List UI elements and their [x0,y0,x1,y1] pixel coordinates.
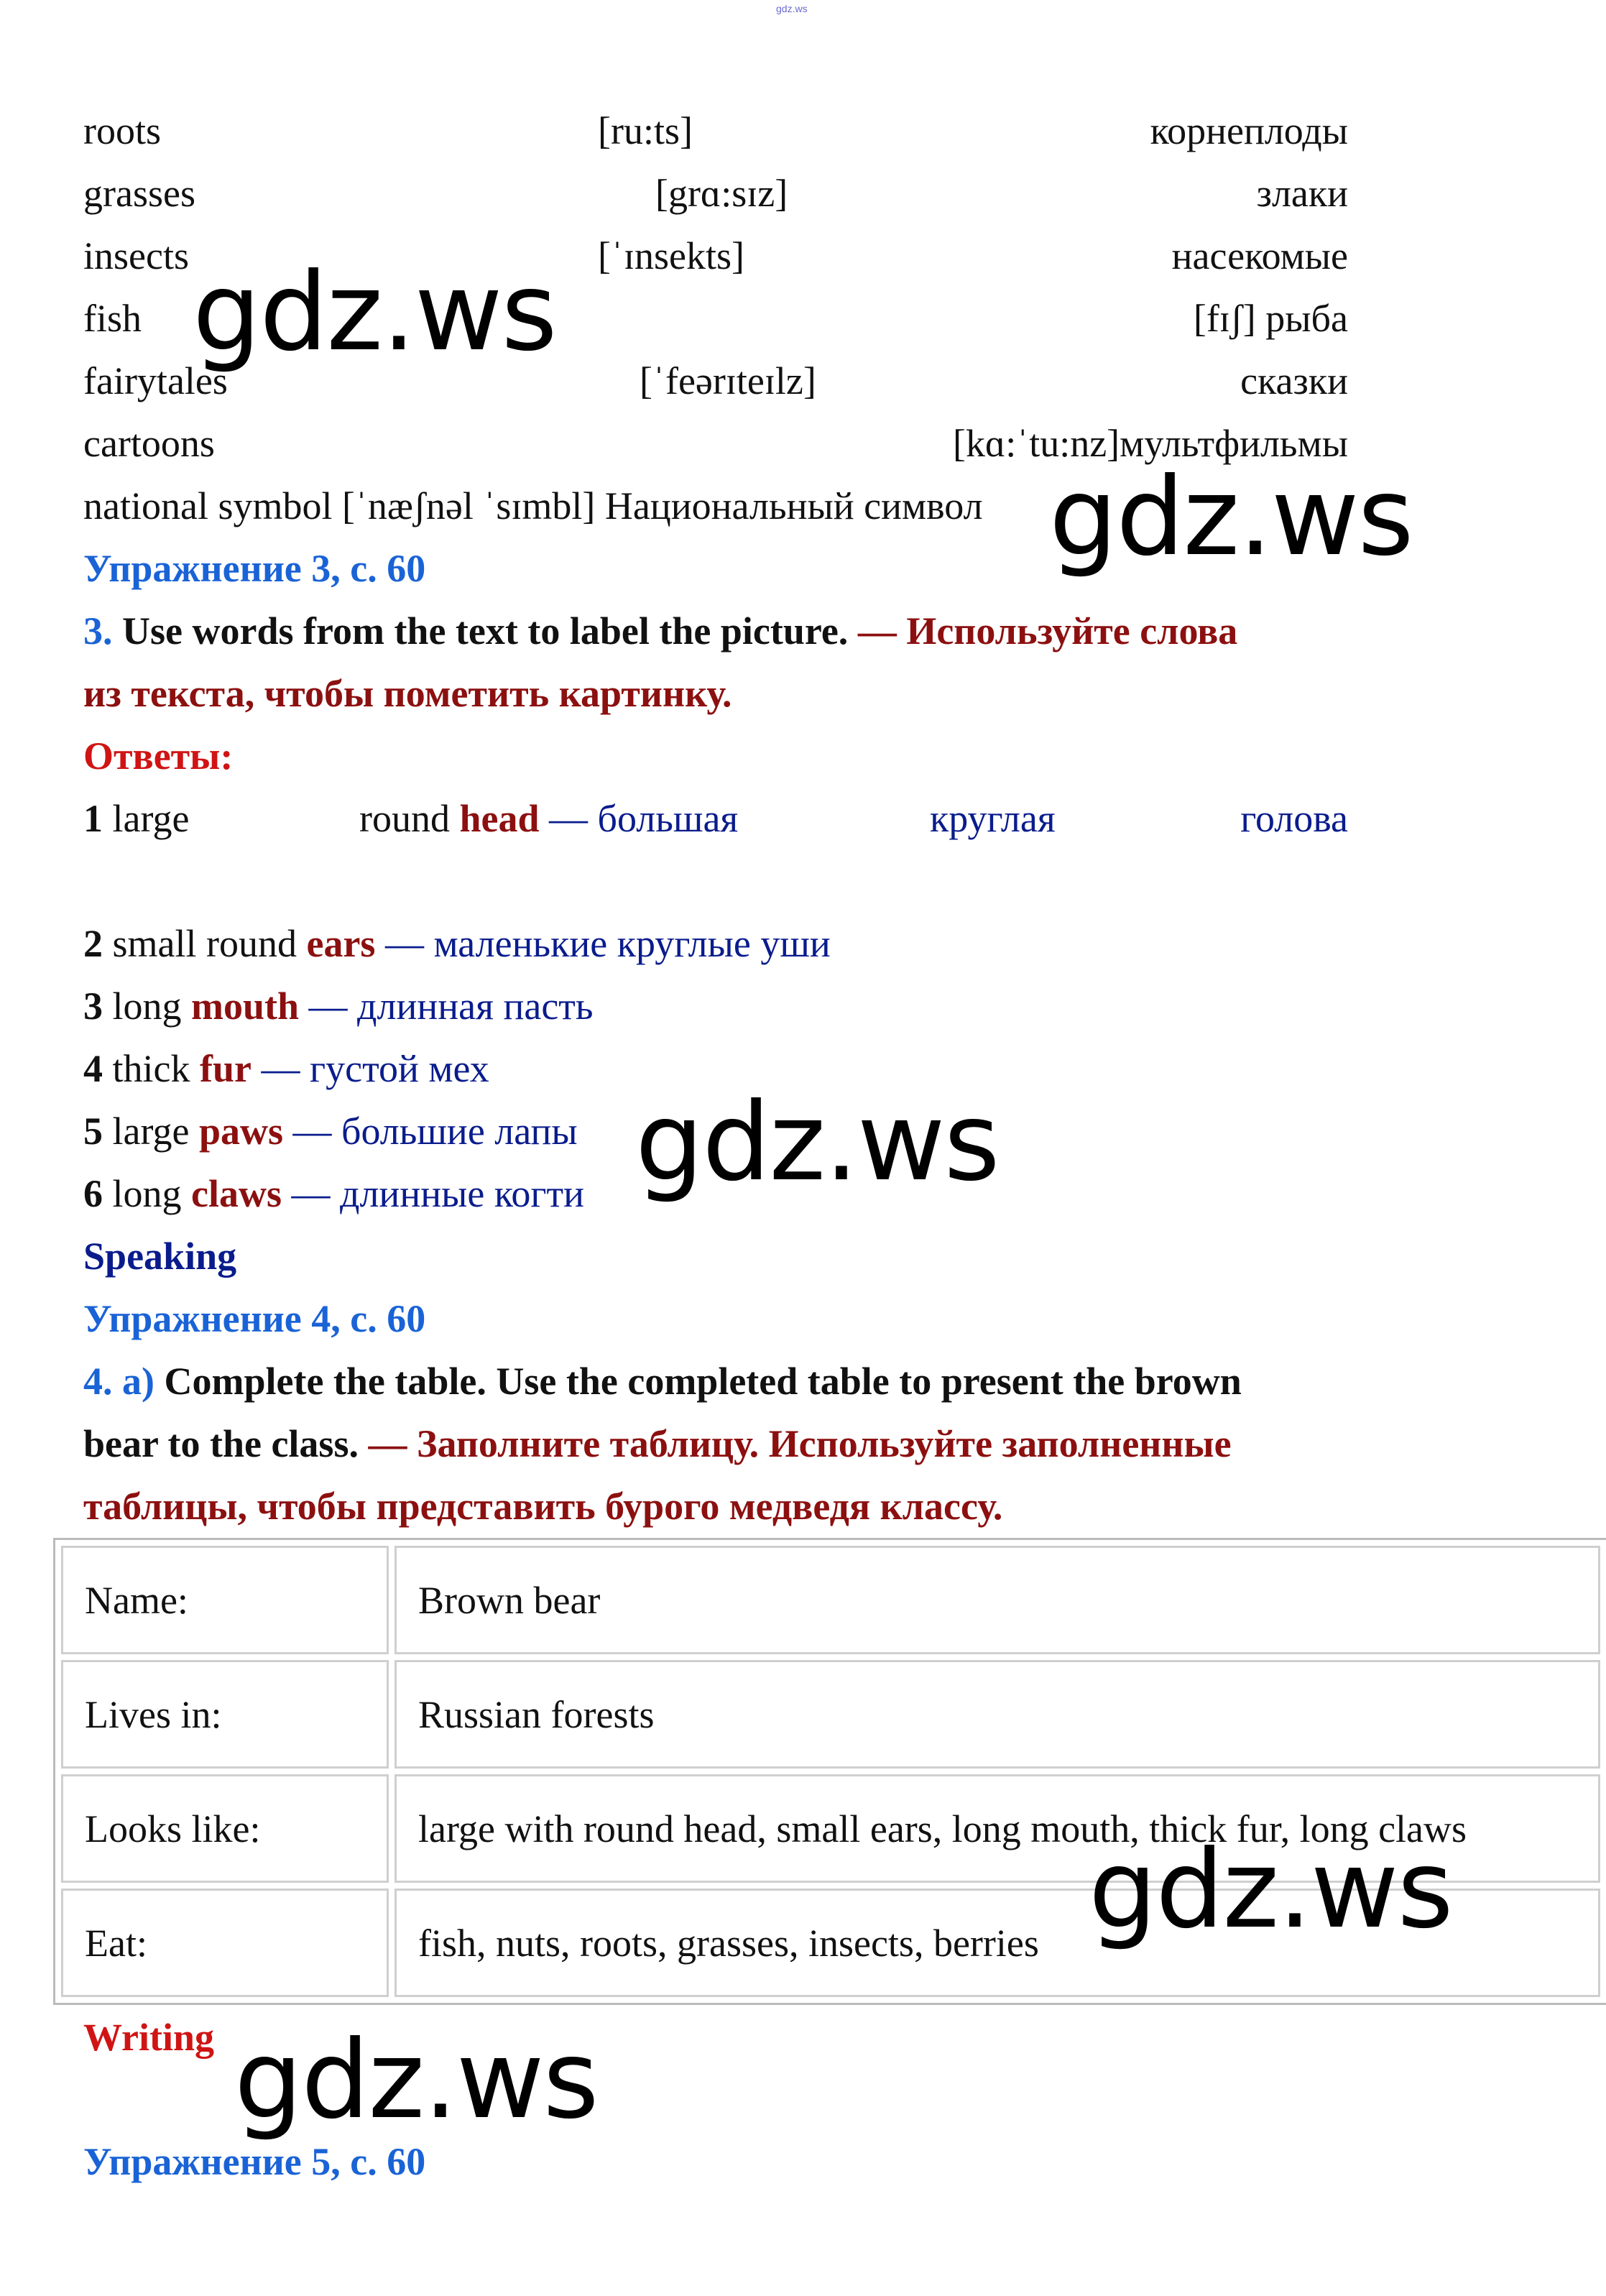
answer-keyword: ears [306,922,376,965]
answer-translation: — длинная пасть [308,985,594,1028]
answer-translation: — большая [549,797,739,840]
answer-keyword: mouth [191,985,300,1028]
vocab-translation: насекомые [1171,234,1348,277]
answer-number: 6 [83,1172,103,1215]
table-value: Brown bear [394,1546,1600,1654]
vocab-word: grasses [83,172,195,215]
answer-adjective: long [112,985,182,1028]
table-label: Name: [61,1546,389,1654]
exercise-5-heading: Упражнение 5, с. 60 [83,2140,426,2183]
answer-keyword: claws [191,1172,282,1215]
vocab-transcription: [ˈɪnsekts] [598,234,744,277]
task-russian: — Используйте слова [857,609,1238,653]
vocab-transcription: [ˈfeərɪteɪlz] [640,359,816,402]
answer-row [83,977,1348,1035]
answer-number: 1 [83,797,103,840]
answer-keyword: head [459,797,540,840]
table-row [61,1546,1600,1654]
task-english: Use words from the text to label the picture. [122,609,849,653]
vocab-translation: сказки [1240,359,1348,402]
answer-translation: круглая [930,797,1056,840]
vocab-word: fairytales [83,359,228,402]
table-value: large with round head, small ears, long mouth, thick fur, long claws [394,1774,1600,1883]
answer-translation: голова [1240,797,1348,840]
exercise-4-task [83,1352,1348,1410]
vocab-transcription-translation: [fɪʃ] рыба [1193,297,1348,340]
exercise-4-heading: Упражнение 4, с. 60 [83,1297,426,1340]
answer-number: 5 [83,1110,103,1153]
task-english: Complete the table. Use the completed table to present the brown [164,1360,1242,1403]
task-english: bear to the class. [83,1422,359,1465]
task-number: 3. [83,609,113,653]
vocab-word: roots [83,109,161,152]
answers-label: Ответы: [83,734,234,778]
answer-translation: — длинные когти [291,1172,585,1215]
answer-number: 3 [83,985,103,1028]
answer-number: 2 [83,922,103,965]
vocab-word: insects [83,234,189,277]
exercise-3-task [83,602,1348,660]
answer-keyword: paws [198,1110,283,1153]
vocab-word: fish [83,297,142,340]
vocab-word: cartoons [83,422,215,465]
task-number: 4. a) [83,1360,154,1403]
watermark: gdz.ws [635,1080,999,1205]
answer-adjective: thick [112,1047,190,1090]
table-row [61,1660,1600,1769]
answer-translation: — густой мех [261,1047,489,1090]
vocab-translation: злаки [1256,172,1348,215]
answer-translation: — большие лапы [292,1110,578,1153]
table-value: Russian forests [394,1660,1600,1769]
page-header-mark: gdz.ws [776,3,808,14]
watermark: gdz.ws [1049,455,1413,580]
writing-heading: Writing [83,2016,215,2059]
table-label: Eat: [61,1889,389,1997]
answer-adjective: round [359,797,450,840]
exercise-4-task-cont: таблицы, чтобы представить бурого медведя классу. [83,1485,1003,1528]
exercise-3-heading: Упражнение 3, с. 60 [83,547,426,590]
table-label: Lives in: [61,1660,389,1769]
exercise-4-task-cont [83,1415,1348,1472]
vocab-translation: корнеплоды [1150,109,1348,152]
vocab-row [83,165,1348,222]
vocab-transcription: [grɑ:sɪz] [655,172,788,215]
answer-row [83,915,1348,972]
watermark: gdz.ws [1089,1827,1452,1952]
vocab-row [83,102,1348,160]
vocab-line: national symbol [ˈnæʃnəl ˈsɪmbl] Национальный символ [83,484,983,527]
vocab-transcription: [ru:ts] [598,109,693,152]
answer-number: 4 [83,1047,103,1090]
answer-row [83,790,1348,847]
watermark: gdz.ws [193,250,556,375]
answer-adjective: long [112,1172,182,1215]
table-value: fish, nuts, roots, grasses, insects, berries [394,1889,1600,1997]
answer-adjective: large [112,1110,190,1153]
task-russian: — Заполните таблицу. Используйте заполненные [368,1422,1232,1465]
vocab-transcription-translation: [kɑ:ˈtu:nz]мультфильмы [953,422,1348,465]
watermark: gdz.ws [234,2018,598,2143]
answer-translation: — маленькие круглые уши [384,922,831,965]
answer-adjective: large [112,797,190,840]
exercise-3-task-cont: из текста, чтобы пометить картинку. [83,672,732,715]
speaking-heading: Speaking [83,1235,237,1278]
answer-keyword: fur [199,1047,251,1090]
table-label: Looks like: [61,1774,389,1883]
answer-adjective: small round [112,922,297,965]
